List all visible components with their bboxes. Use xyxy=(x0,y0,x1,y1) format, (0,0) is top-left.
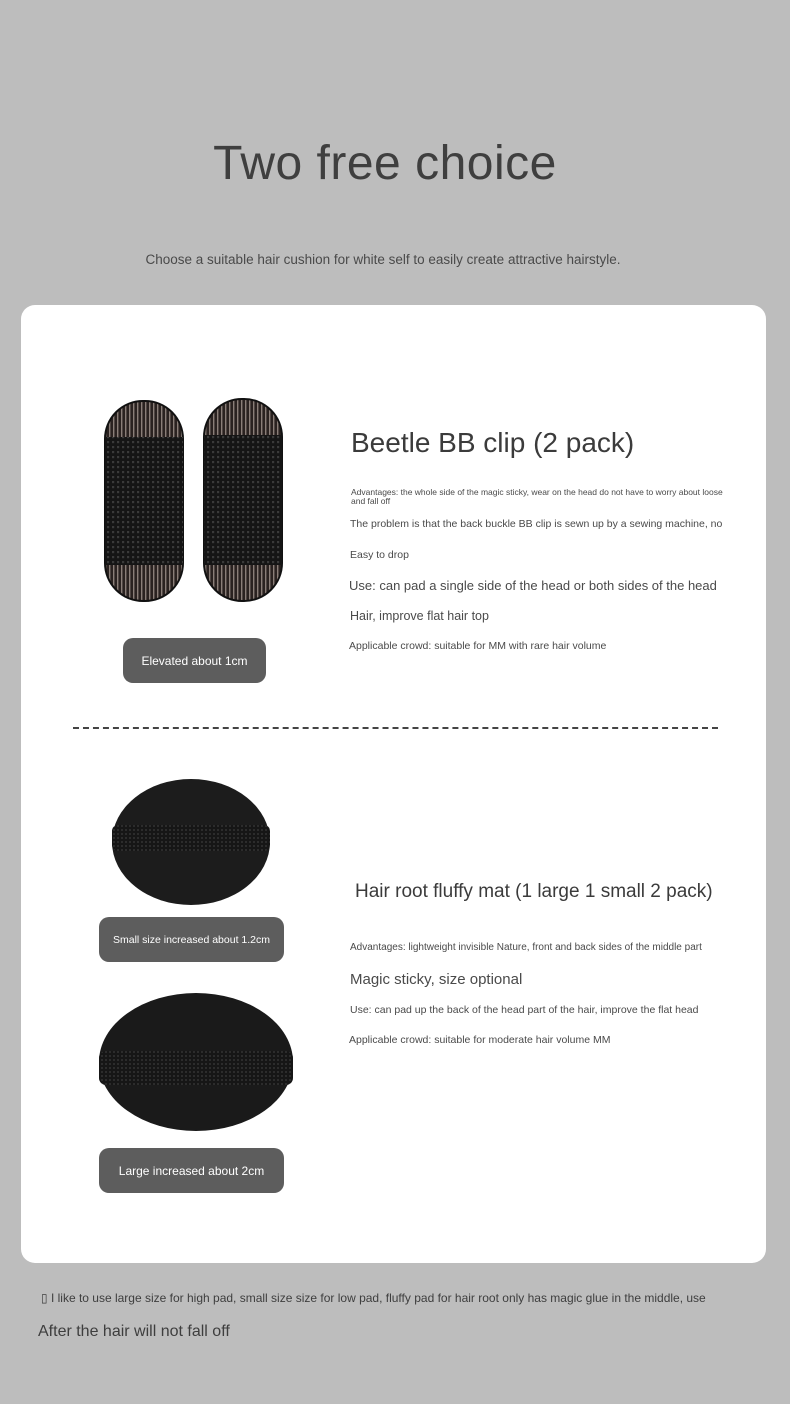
footer-note: ▯ I like to use large size for high pad, small size size for low pad, fluffy pad for hair root only has magic glue in the middle, use xyxy=(41,1291,706,1305)
elevation-badge-label: Elevated about 1cm xyxy=(141,653,248,668)
fluffy-mat-crowd: Applicable crowd: suitable for moderate hair volume MM xyxy=(349,1034,611,1046)
product-title-fluffy-mat: Hair root fluffy mat (1 large 1 small 2 pack) xyxy=(355,881,713,902)
bb-clip-problem-line2: Easy to drop xyxy=(350,549,409,561)
bb-clip-advantages-line2: and fall off xyxy=(351,496,391,506)
elevation-badge xyxy=(123,638,266,683)
bb-clip-use-line1: Use: can pad a single side of the head or both sides of the head xyxy=(349,578,717,593)
large-size-badge xyxy=(99,1148,284,1193)
large-pad-image xyxy=(97,991,295,1133)
product-title-bb-clip: Beetle BB clip (2 pack) xyxy=(351,427,635,458)
large-size-badge-label: Large increased about 2cm xyxy=(118,1163,265,1178)
bb-clip-problem-line1: The problem is that the back buckle BB clip is sewn up by a sewing machine, no xyxy=(350,518,723,530)
bb-clip-crowd: Applicable crowd: suitable for MM with rare hair volume xyxy=(349,640,607,652)
fluffy-mat-advantages: Advantages: lightweight invisible Nature, front and back sides of the middle part xyxy=(350,942,702,953)
bb-clip-advantages-line1: Advantages: the whole side of the magic sticky, wear on the head do not have to worry about loose xyxy=(351,487,723,497)
page-subtitle: Choose a suitable hair cushion for white self to easily create attractive hairstyle. xyxy=(145,252,621,267)
fluffy-mat-use: Use: can pad up the back of the head part of the hair, improve the flat head xyxy=(350,1004,699,1016)
small-pad-image xyxy=(109,777,273,907)
small-size-badge xyxy=(99,917,284,962)
page-title: Two free choice xyxy=(213,137,557,190)
small-size-badge-label: Small size increased about 1.2cm xyxy=(113,933,270,946)
product-card xyxy=(21,305,766,1263)
bb-clip-use-line2: Hair, improve flat hair top xyxy=(350,609,489,623)
fluffy-mat-advantages-line2: Magic sticky, size optional xyxy=(350,971,523,988)
section-divider xyxy=(73,727,718,729)
bb-clip-image xyxy=(101,395,291,605)
footer-note-continued: After the hair will not fall off xyxy=(38,1323,230,1340)
